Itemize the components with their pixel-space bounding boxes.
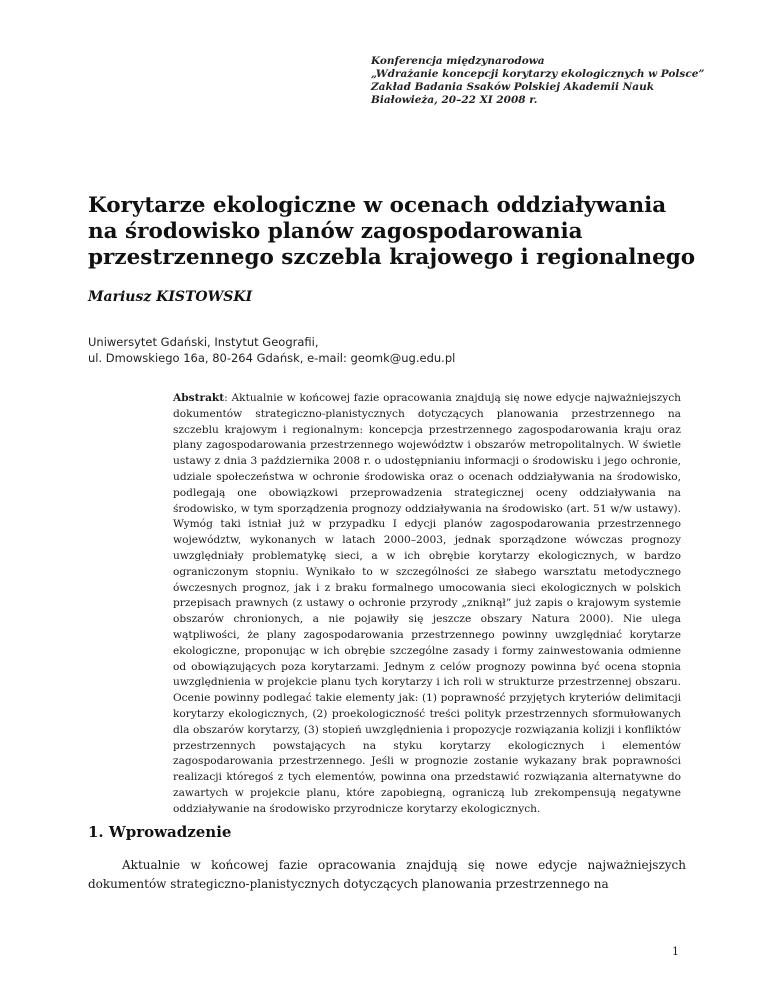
conference-line-4: Białowieża, 20–22 XI 2008 r. xyxy=(371,94,538,106)
affiliation xyxy=(88,335,688,366)
abstract xyxy=(173,391,681,818)
title-line-3: przestrzennego szczebla krajowego i regionalnego xyxy=(88,245,696,270)
paper-title xyxy=(88,193,728,271)
title-line-2: na środowisko planów zagospodarowania xyxy=(88,219,583,244)
title-line-1: Korytarze ekologiczne w ocenach oddziaływania xyxy=(88,193,667,218)
page-number: 1 xyxy=(672,945,679,958)
affiliation-line-1: Uniwersytet Gdański, Instytut Geografii, xyxy=(88,335,319,349)
affiliation-line-2: ul. Dmowskiego 16a, 80-264 Gdańsk, e-mail: geomk@ug.edu.pl xyxy=(88,350,456,365)
abstract-label: Abstrakt xyxy=(173,392,225,404)
section-body: Aktualnie w końcowej fazie opracowania znajdują się nowe edycje najważniejszych dokumentów strategiczno-planistycznych dotyczących planowania przestrzennego na xyxy=(88,858,686,891)
conference-header xyxy=(371,55,751,107)
author-name: Mariusz KISTOWSKI xyxy=(88,289,253,305)
conference-line-1: Konferencja międzynarodowa xyxy=(371,55,545,67)
abstract-text: : Aktualnie w końcowej fazie opracowania znajdują się nowe edycje najważniejszych dokumentów strategiczno-planistycznych dotyczących planowania przestrzennego na szczeblu krajowym i regionalnym: koncepcja przestrzennego zagospodarowania kraju oraz plany zagospodarowania przestrzennego województw i obszarów metropolitalnych. W świetle ustawy z dnia 3 października 2008 r. o udostępnianiu informacji o środowisku i jego ochronie, udziale społeczeństwa w ochronie środowiska oraz o ocenach oddziaływania na środowisko, podlegają one obowiązkowi przeprowadzenia strategicznej oceny oddziaływania na środowisko, w tym sporządzenia prognozy oddziaływania na środowisko (art. 51 w/w ustawy). Wymóg taki istniał już w przypadku I edycji planów zagospodarowania przestrzennego województw, wykonanych w latach 2000–2003, jednak sporządzone wówczas prognozy uwzględniały problematykę sieci, a w ich obrębie korytarzy ekologicznych, w bardzo ograniczonym stopniu. Wynikało to w szczególności ze słabego warsztatu metodycznego ówczesnych prognoz, jak i z braku formalnego umocowania sieci ekologicznych w polskich przepisach prawnych (z ustawy o ochronie przyrody „zniknął” już zapis o krajowym systemie obszarów chronionych, a nie pojawiły się jeszcze obszary Natura 2000). Nie ulega wątpliwości, że plany zagospodarowania przestrzennego powinny uwzględniać korytarze ekologiczne, proponując w ich obrębie szczególne zasady i formy zainwestowania odmienne od obowiązujących poza korytarzami. Jednym z celów prognozy powinna być ocena stopnia uwzględnienia w projekcie planu tych korytarzy i ich roli w strukturze przestrzennej obszaru. Ocenie powinny podlegać takie elementy jak: (1) poprawność przyjętych kryteriów delimitacji korytarzy ekologicznych, (2) proekologiczność treści polityk przestrzennych sformułowanych dla obszarów korytarzy, (3) stopień uwzględnienia i propozycje rozwiązania kolizji i konfliktów przestrzennych powstających na styku korytarzy ekologicznych i elementów zagospodarowania przestrzennego. Jeśli w prognozie zostanie wykazany brak poprawności realizacji któregoś z tych elementów, powinna ona przedstawić rozwiązania alternatywne do zawartych w projekcie planu, które zapobiegną, ograniczą lub zrekompensują negatywne oddziaływanie na środowisko przyrodnicze korytarzy ekologicznych. xyxy=(173,392,681,815)
conference-line-3: Zakład Badania Ssaków Polskiej Akademii Nauk xyxy=(371,81,654,93)
conference-line-2: „Wdrażanie koncepcji korytarzy ekologicznych w Polsce” xyxy=(371,68,705,80)
section-heading: 1. Wprowadzenie xyxy=(88,823,232,841)
